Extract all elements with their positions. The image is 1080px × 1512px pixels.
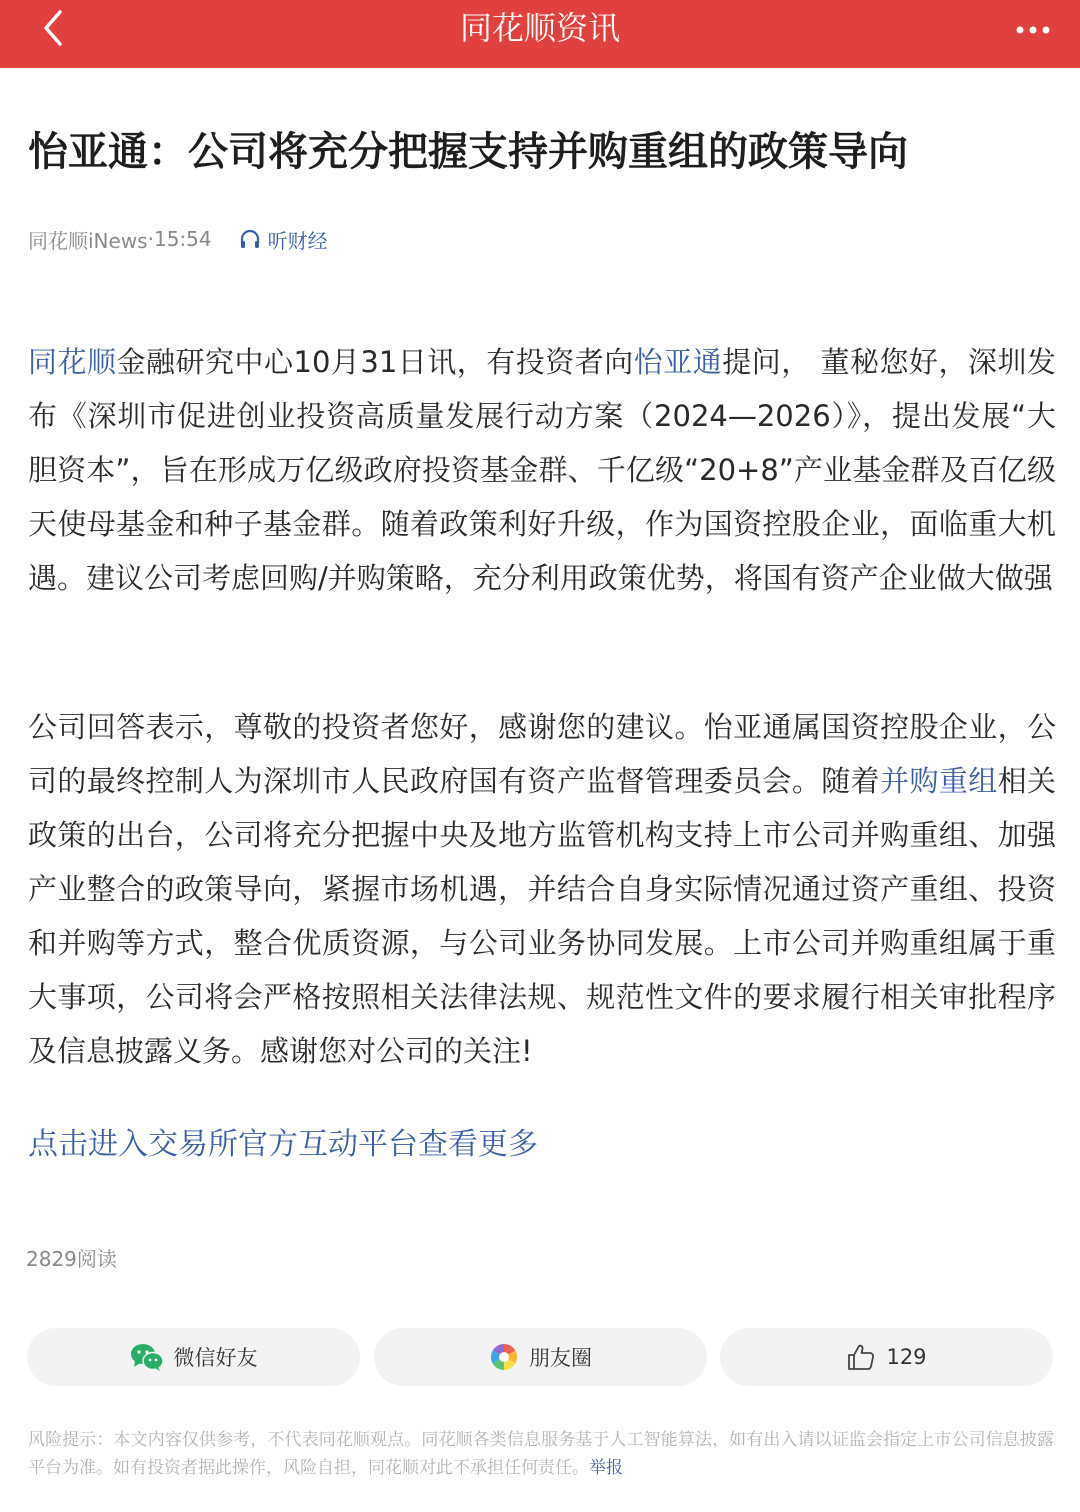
like-count: 129 — [886, 1345, 927, 1369]
thumbs-up-icon — [846, 1342, 876, 1372]
more-dots-icon — [1008, 4, 1058, 54]
share-moments-button[interactable] — [374, 1328, 707, 1386]
headphones-icon — [238, 227, 262, 251]
source-name: 同花顺iNews — [28, 228, 148, 253]
article-paragraph-1 — [28, 335, 1056, 605]
wechat-icon — [130, 1342, 164, 1372]
listen-button[interactable] — [238, 225, 328, 254]
more-button[interactable] — [1008, 4, 1058, 54]
paragraph-text: 提问， 董秘您好，深圳发布《深圳市促进创业投资高质量发展行动方案（2024—2026）》，提出发展“大胆资本”，旨在形成万亿级政府投资基金群、千亿级“20+8”产业基金群及百亿级天使母基金和种子基金群。随着政策利好升级，作为国资控股企业，面临重大机遇。建议公司考虑回购/并购策略，充分利用政策优势，将国有资产企业做大做强 — [28, 345, 1056, 595]
meta-separator: · — [147, 227, 154, 251]
top-bar — [0, 0, 1080, 68]
risk-text: 风险提示：本文内容仅供参考，不代表同花顺观点。同花顺各类信息服务基于人工智能算法，如有出入请以证监会指定上市公司信息披露平台为准。如有投资者据此操作，风险自担，同花顺对此不承担任何责任。 — [28, 1430, 1054, 1478]
share-wechat-button[interactable] — [27, 1328, 360, 1386]
moments-label: 朋友圈 — [529, 1346, 592, 1370]
like-button[interactable] — [720, 1328, 1053, 1386]
article-title: 怡亚通：公司将充分把握支持并购重组的政策导向 — [28, 129, 908, 175]
moments-aperture-icon — [489, 1342, 519, 1372]
report-link[interactable]: 举报 — [589, 1458, 623, 1478]
exchange-platform-link[interactable]: 点击进入交易所官方互动平台查看更多 — [28, 1127, 538, 1162]
listen-label: 听财经 — [267, 228, 328, 253]
risk-disclaimer — [28, 1426, 1054, 1482]
paragraph-text: 相关政策的出台，公司将充分把握中央及地方监管机构支持上市公司并购重组、加强产业整合的政策导向，紧握市场机遇，并结合自身实际情况通过资产重组、投资和并购等方式，整合优质资源，与公司业务协同发展。上市公司并购重组属于重大事项，公司将会严格按照相关法律法规、规范性文件的要求履行相关审批程序及信息披露义务。感谢您对公司的关注! — [28, 764, 1056, 1068]
read-count: 2829阅读 — [26, 1247, 117, 1271]
article-meta — [28, 222, 328, 256]
paragraph-text: 公司回答表示，尊敬的投资者您好，感谢您的建议。怡亚通属国资控股企业，公司的最终控制人为深圳市人民政府国有资产监督管理委员会。随着 — [28, 710, 1056, 798]
paragraph-text: 金融研究中心10月31日讯，有投资者向 — [116, 345, 634, 379]
publish-time: 15:54 — [153, 227, 212, 251]
tonghuashun-link[interactable]: 同花顺 — [28, 345, 117, 379]
article-paragraph-2 — [28, 700, 1056, 1078]
app-title: 同花顺资讯 — [459, 9, 620, 47]
topic-link-mna[interactable]: 并购重组 — [880, 764, 998, 798]
wechat-label: 微信好友 — [173, 1346, 258, 1370]
stock-link-yiyatong[interactable]: 怡亚通 — [633, 345, 723, 379]
